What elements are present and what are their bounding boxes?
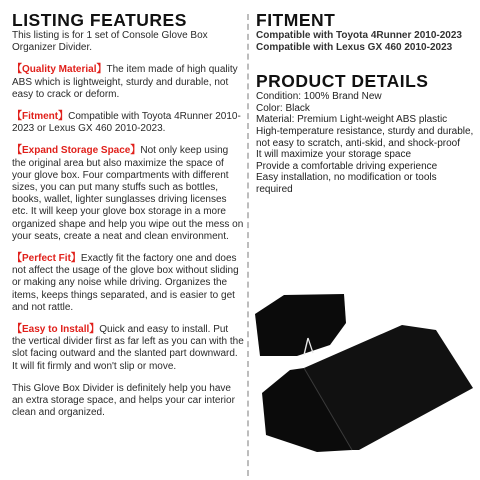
detail-line: Material: Premium Light-weight ABS plastic — [256, 114, 448, 126]
glove-box-divider-image — [252, 292, 476, 452]
listing-intro: This listing is for 1 set of Console Glove Box Organizer Divider. — [12, 30, 208, 54]
detail-line: Color: Black — [256, 102, 310, 114]
listing-features-column — [12, 0, 244, 419]
feature-text: Quick and easy to install. Put the vertical divider first as far left as you can with the slot facing outward and the slanted part downward. It will fit firmly and won't slip or move. — [12, 324, 244, 372]
specs-column — [256, 0, 474, 196]
feature-fitment — [12, 111, 244, 135]
column-divider — [247, 14, 249, 476]
feature-easy-install — [12, 324, 244, 373]
detail-line: It will maximize your storage space — [256, 149, 412, 161]
fitment-line: Compatible with Lexus GX 460 2010-2023 — [256, 41, 453, 53]
product-details-list — [256, 91, 474, 195]
feature-text: Compatible with Toyota 4Runner 2010-2023 or Lexus GX 460 2010-2023. — [12, 111, 241, 135]
feature-tag: 【Expand Storage Space】 — [12, 145, 141, 157]
listing-closing: This Glove Box Divider is definitely help you have an extra storage space, and helps your car interior clean and organized. — [12, 382, 235, 419]
fitment-list — [256, 30, 474, 53]
feature-text: Not only keep using the original area but also maximize the space of your glove box. Four compartments with different sizes, you can put many stuffs such as bottles, books, wallet, lighter sunglasses driving licenses etc. It will keep your glove box storage in a more organized shape and help you wipe out the mess on your seats, create a neat and clean environment. — [12, 145, 244, 242]
feature-tag: 【Perfect Fit】 — [12, 253, 81, 265]
divider-panel-small — [255, 294, 346, 356]
feature-text: Exactly fit the factory one and does not affect the usage of the glove box without sliding or making any noise while driving. Organizes the items, keeps things separated, and is easier to get and not rattle. — [12, 253, 239, 313]
detail-line: Easy installation, no modification or tools required — [256, 172, 437, 195]
feature-tag: 【Easy to Install】 — [12, 324, 100, 336]
feature-perfect-fit — [12, 253, 244, 314]
detail-line: High-temperature resistance, sturdy and durable, not easy to scratch, anti-skid, and shock-proof — [256, 125, 474, 149]
product-details-heading: PRODUCT DETAILS — [256, 71, 429, 92]
fitment-heading: FITMENT — [256, 10, 336, 30]
feature-tag: 【Quality Material】 — [12, 64, 107, 76]
fitment-line: Compatible with Toyota 4Runner 2010-2023 — [256, 30, 462, 41]
listing-features-heading: LISTING FEATURES — [12, 10, 187, 30]
detail-line: Condition: 100% Brand New — [256, 91, 382, 103]
feature-text: The item made of high quality ABS which is lightweight, sturdy and durable, not easy to crack or deform. — [12, 64, 238, 100]
detail-line: Provide a comfortable driving experience — [256, 160, 438, 172]
feature-quality-material — [12, 64, 244, 101]
feature-expand-storage — [12, 145, 244, 243]
feature-tag: 【Fitment】 — [12, 111, 69, 123]
